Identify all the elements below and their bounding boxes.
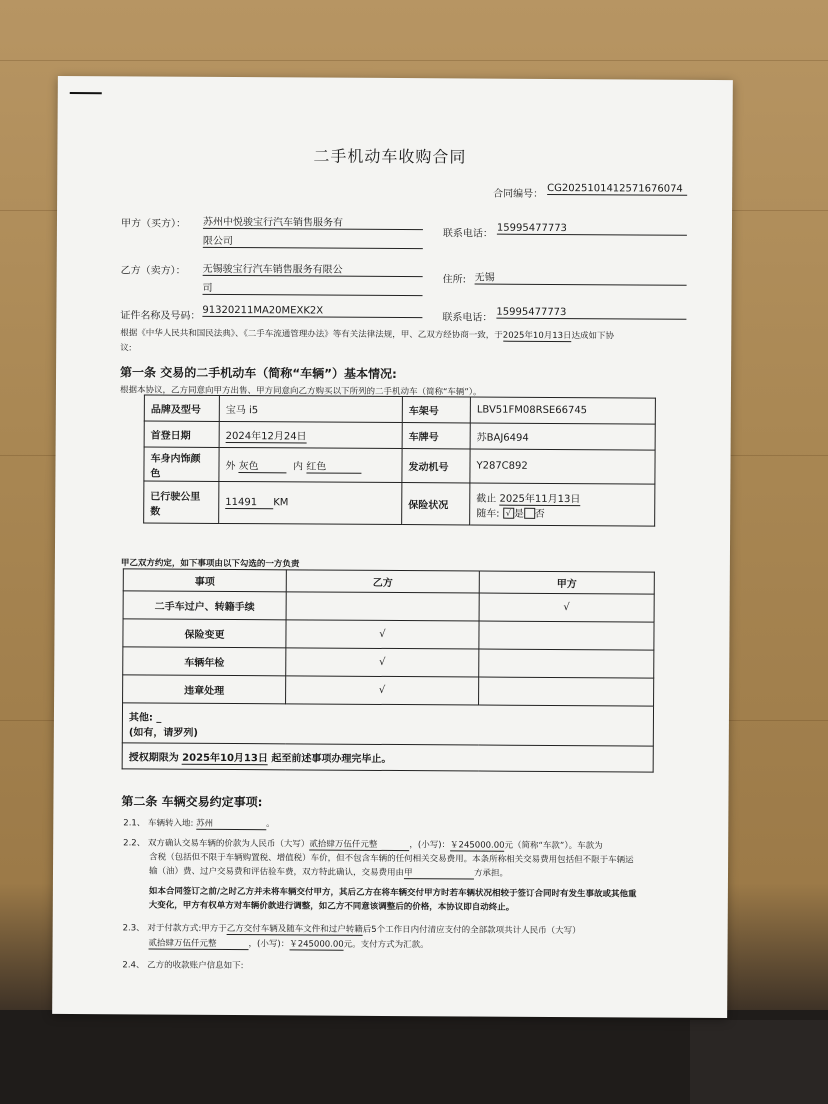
id-value: 91320211MA20MEXK2X	[202, 305, 422, 318]
contract-title: 二手机动车收购合同	[313, 146, 467, 167]
duty-intro: 甲乙双方约定，如下事项由以下勾选的一方负责	[120, 558, 300, 570]
clause-2-4: 2.4、 乙方的收款账户信息如下:	[122, 960, 244, 972]
duty-col-item: 事项	[123, 569, 286, 592]
preamble-line2: 议:	[120, 343, 132, 354]
clause-2-2-line1: 2.2、 双方确认交易车辆的价款为人民币（大写）贰拾肆万伍仟元整 ，(小写)：￥245000.00元（简称“车款”）。车款为	[123, 838, 603, 852]
article2-title: 第二条 车辆交易约定事项:	[121, 794, 263, 810]
staple-mark	[70, 92, 102, 94]
reg-value: 2024年12月24日	[225, 430, 307, 443]
duty-row	[123, 619, 654, 650]
preamble-line1: 根据《中华人民共和国民法典》、《二手车流通管理办法》等有关法律法规，甲、乙双方经协商一致，于2025年10月13日达成如下协	[120, 328, 615, 342]
no-checkbox[interactable]	[524, 508, 535, 519]
vehicle-row-color	[144, 447, 655, 484]
yes-checkbox[interactable]: √	[503, 508, 514, 519]
insurance-label: 保险状况	[402, 483, 470, 525]
party-b-address: 无锡	[475, 268, 687, 285]
vehicle-row-brand	[144, 395, 655, 424]
brand-value: 宝马 i5	[219, 395, 402, 422]
duty-auth: 授权期限为 2025年10月13日 起至前述事项办理完毕止。	[122, 743, 653, 772]
party-a-label: 甲方（买方）：	[120, 218, 187, 230]
duty-item: 二手车过户、转籍手续	[123, 591, 286, 620]
duty-item: 违章处理	[123, 675, 286, 704]
vin-value: LBV51FM08RSE66745	[470, 397, 655, 424]
clause-2-3-line2: 贰拾肆万伍仟元整 ，(小写)：￥245000.00元。支付方式为汇款。	[148, 938, 429, 951]
party-b-label: 乙方（卖方）：	[120, 265, 186, 277]
engine-value: Y287C892	[470, 449, 655, 484]
mileage-value: 11491 KM	[219, 481, 402, 524]
plate-value: 苏BAJ6494	[470, 423, 655, 450]
clause-2-2-bold1: 如本合同签订之前/之时乙方并未将车辆交付甲方，其后乙方在将车辆交付甲方时若车辆状况相较于签订合同时有发生事故或其他重	[148, 886, 637, 900]
mileage-label: 已行驶公里 数	[144, 481, 219, 523]
party-b-phone: 15995477773	[496, 307, 686, 320]
clause-2-2-line3: 输（油）费、过户交易费和评估验车费，双方特此确认，交易费用由甲 方承担。	[148, 866, 509, 879]
duty-auth-row	[122, 743, 653, 772]
color-value: 外 灰色 内 红色	[219, 447, 402, 482]
duty-b-mark: √	[286, 676, 479, 705]
party-a-phone-label: 联系电话：	[442, 228, 493, 240]
article1-title: 第一条 交易的二手机动车（简称“车辆”）基本情况:	[120, 365, 397, 382]
vehicle-table	[143, 394, 656, 526]
contract-no: CG2025101412571676074	[547, 183, 687, 196]
party-a-name-line2: 限公司	[203, 232, 423, 249]
contract-paper	[52, 76, 733, 1018]
party-b-address-label: 住所:	[442, 274, 467, 286]
id-label: 证件名称及号码：	[120, 310, 201, 322]
duty-b-mark: √	[286, 620, 479, 649]
engine-label: 发动机号	[402, 449, 470, 483]
brand-label: 品牌及型号	[144, 395, 219, 421]
duty-a-mark	[479, 677, 654, 706]
duty-item: 保险变更	[123, 619, 286, 648]
party-b-name-line1: 无锡骏宝行汽车销售服务有限公	[203, 260, 423, 277]
clause-2-1: 2.1、 车辆转入地: 苏州 。	[123, 818, 275, 830]
duty-other: 其他: _ (如有，请罗列)	[122, 703, 653, 746]
plate-label: 车牌号	[402, 423, 470, 449]
duty-b-mark	[286, 592, 479, 621]
clause-2-2-bold2: 大变化，甲方有权单方对车辆价款进行调整，如乙方不同意该调整后的价格，本协议即自动终止。	[148, 900, 515, 913]
duty-a-mark: √	[479, 593, 654, 622]
clause-2-2-line2: 含税（包括但不限于车辆购置税、增值税）车价，但不包含车辆的任何相关交易费用。本条所称相关交易费用包括但不限于车辆运	[149, 852, 634, 866]
duty-a-mark	[479, 621, 654, 650]
duty-table	[122, 568, 655, 772]
duty-item: 车辆年检	[123, 647, 286, 676]
party-a-name-line1: 苏州中悦骏宝行汽车销售服务有	[203, 213, 423, 230]
vin-label: 车架号	[402, 397, 470, 423]
duty-col-a: 甲方	[479, 571, 654, 594]
article1-intro: 根据本协议，乙方同意向甲方出售、甲方同意向乙方购买以下所列的二手机动车（简称“车辆”）。	[119, 385, 482, 398]
vehicle-row-reg	[144, 421, 655, 450]
party-b-phone-label: 联系电话：	[442, 312, 493, 324]
reg-value-cell	[219, 421, 402, 448]
reg-label: 首登日期	[144, 421, 219, 447]
duty-header-row	[123, 569, 654, 594]
party-a-phone: 15995477773	[497, 223, 687, 236]
insurance-value: 截止 2025年11月13日 随车: √ 是 否	[470, 483, 655, 526]
party-b-name-line2: 司	[203, 279, 423, 296]
duty-row	[123, 675, 654, 706]
duty-row	[123, 647, 654, 678]
duty-row	[123, 591, 654, 622]
color-label: 车身内饰颜 色	[144, 447, 219, 481]
duty-b-mark: √	[286, 648, 479, 677]
contract-no-label: 合同编号：	[493, 188, 544, 200]
clause-2-3-line1: 2.3、 对于付款方式:甲方于乙方交付车辆及随车文件和过户转籍后5个工作日内付清应支付的全部款项共计人民币（大写）	[122, 923, 581, 937]
duty-other-row	[122, 703, 653, 746]
vehicle-row-mileage	[144, 481, 655, 526]
duty-a-mark	[479, 649, 654, 678]
duty-col-b: 乙方	[286, 570, 479, 593]
floor-object	[690, 1020, 828, 1104]
